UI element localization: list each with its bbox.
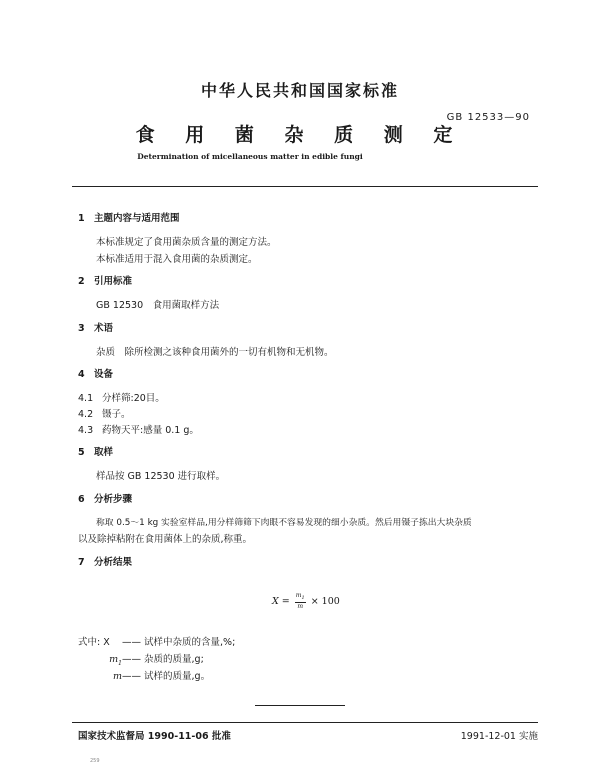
section-4-heading <box>78 366 113 380</box>
effective-date: 1991-12-01 实施 <box>460 731 538 742</box>
formula-lhs: X = <box>272 596 290 608</box>
item-number: 4.2 <box>78 409 94 420</box>
section-6-heading <box>78 491 132 505</box>
page-number: 259 <box>90 758 100 764</box>
legend-symbol: 式中: X <box>78 637 110 648</box>
section-title: 术语 <box>94 323 114 334</box>
section-title: 取样 <box>94 447 114 458</box>
legend-description: —— 杂质的质量,g; <box>122 654 204 665</box>
legend-description: —— 试样的质量,g。 <box>122 671 211 682</box>
paragraph: 样品按 GB 12530 进行取样。 <box>96 471 226 482</box>
header-divider <box>72 186 538 187</box>
item-number: 4.1 <box>78 393 94 404</box>
legend-description: —— 试样中杂质的含量,%; <box>122 637 236 648</box>
section-title: 分析结果 <box>94 557 133 568</box>
legend-symbol: m <box>112 671 122 682</box>
section-title: 引用标准 <box>94 276 133 287</box>
paragraph: 杂质 除所检测之该种食用菌外的一切有机物和无机物。 <box>96 347 334 358</box>
section-number: 4 <box>78 369 85 380</box>
section-number: 3 <box>78 323 85 334</box>
section-7-heading <box>78 554 132 568</box>
section-5-heading <box>78 444 113 458</box>
footer-divider <box>72 722 538 723</box>
section-number: 6 <box>78 494 85 505</box>
end-mark-line <box>255 705 345 706</box>
result-formula <box>272 592 340 611</box>
standard-category-title: 中华人民共和国国家标准 <box>200 81 399 100</box>
item-number: 4.3 <box>78 425 94 436</box>
section-title: 设备 <box>94 369 114 380</box>
item-text: 分样筛:20目。 <box>102 393 165 404</box>
approval-date: 国家技术监督局 1990-11-06 批准 <box>78 731 231 742</box>
fraction-numerator: $m_1$ <box>295 592 305 602</box>
paragraph: 称取 0.5～1 kg 实验室样品,用分样筛筛下肉眼不容易发现的细小杂质。然后用镊子拣出大块杂质 <box>96 518 472 528</box>
list-item <box>78 422 199 436</box>
formula-legend-row <box>78 634 235 648</box>
list-item <box>78 390 165 404</box>
legend-symbol: $m_1$ <box>109 654 122 667</box>
document-title: 食 用 菌 杂 质 测 定 <box>135 124 465 146</box>
section-number: 2 <box>78 276 85 287</box>
fraction-denominator: m <box>297 603 304 611</box>
standard-code: GB 12533—90 <box>446 112 530 123</box>
document-title-english: Determination of micellaneous matter in edible fungi <box>137 152 363 161</box>
formula-legend-row <box>78 668 210 682</box>
formula-legend-row <box>78 651 204 667</box>
item-text: 药物天平:感量 0.1 g。 <box>102 425 199 436</box>
section-2-heading <box>78 273 132 287</box>
formula-fraction <box>295 592 306 611</box>
section-number: 7 <box>78 557 85 568</box>
section-number: 5 <box>78 447 85 458</box>
paragraph: 本标准适用于混入食用菌的杂质测定。 <box>96 254 258 265</box>
paragraph: GB 12530 食用菌取样方法 <box>96 300 220 311</box>
section-1-heading <box>78 210 180 224</box>
list-item <box>78 406 131 420</box>
section-3-heading <box>78 320 113 334</box>
section-number: 1 <box>78 213 85 224</box>
section-title: 主题内容与适用范围 <box>94 213 180 224</box>
item-text: 镊子。 <box>102 409 131 420</box>
paragraph: 本标准规定了食用菌杂质含量的测定方法。 <box>96 237 277 248</box>
formula-rhs: × 100 <box>310 596 340 608</box>
section-title: 分析步骤 <box>94 494 133 505</box>
paragraph: 以及除掉粘附在食用菌体上的杂质,称重。 <box>78 534 253 545</box>
